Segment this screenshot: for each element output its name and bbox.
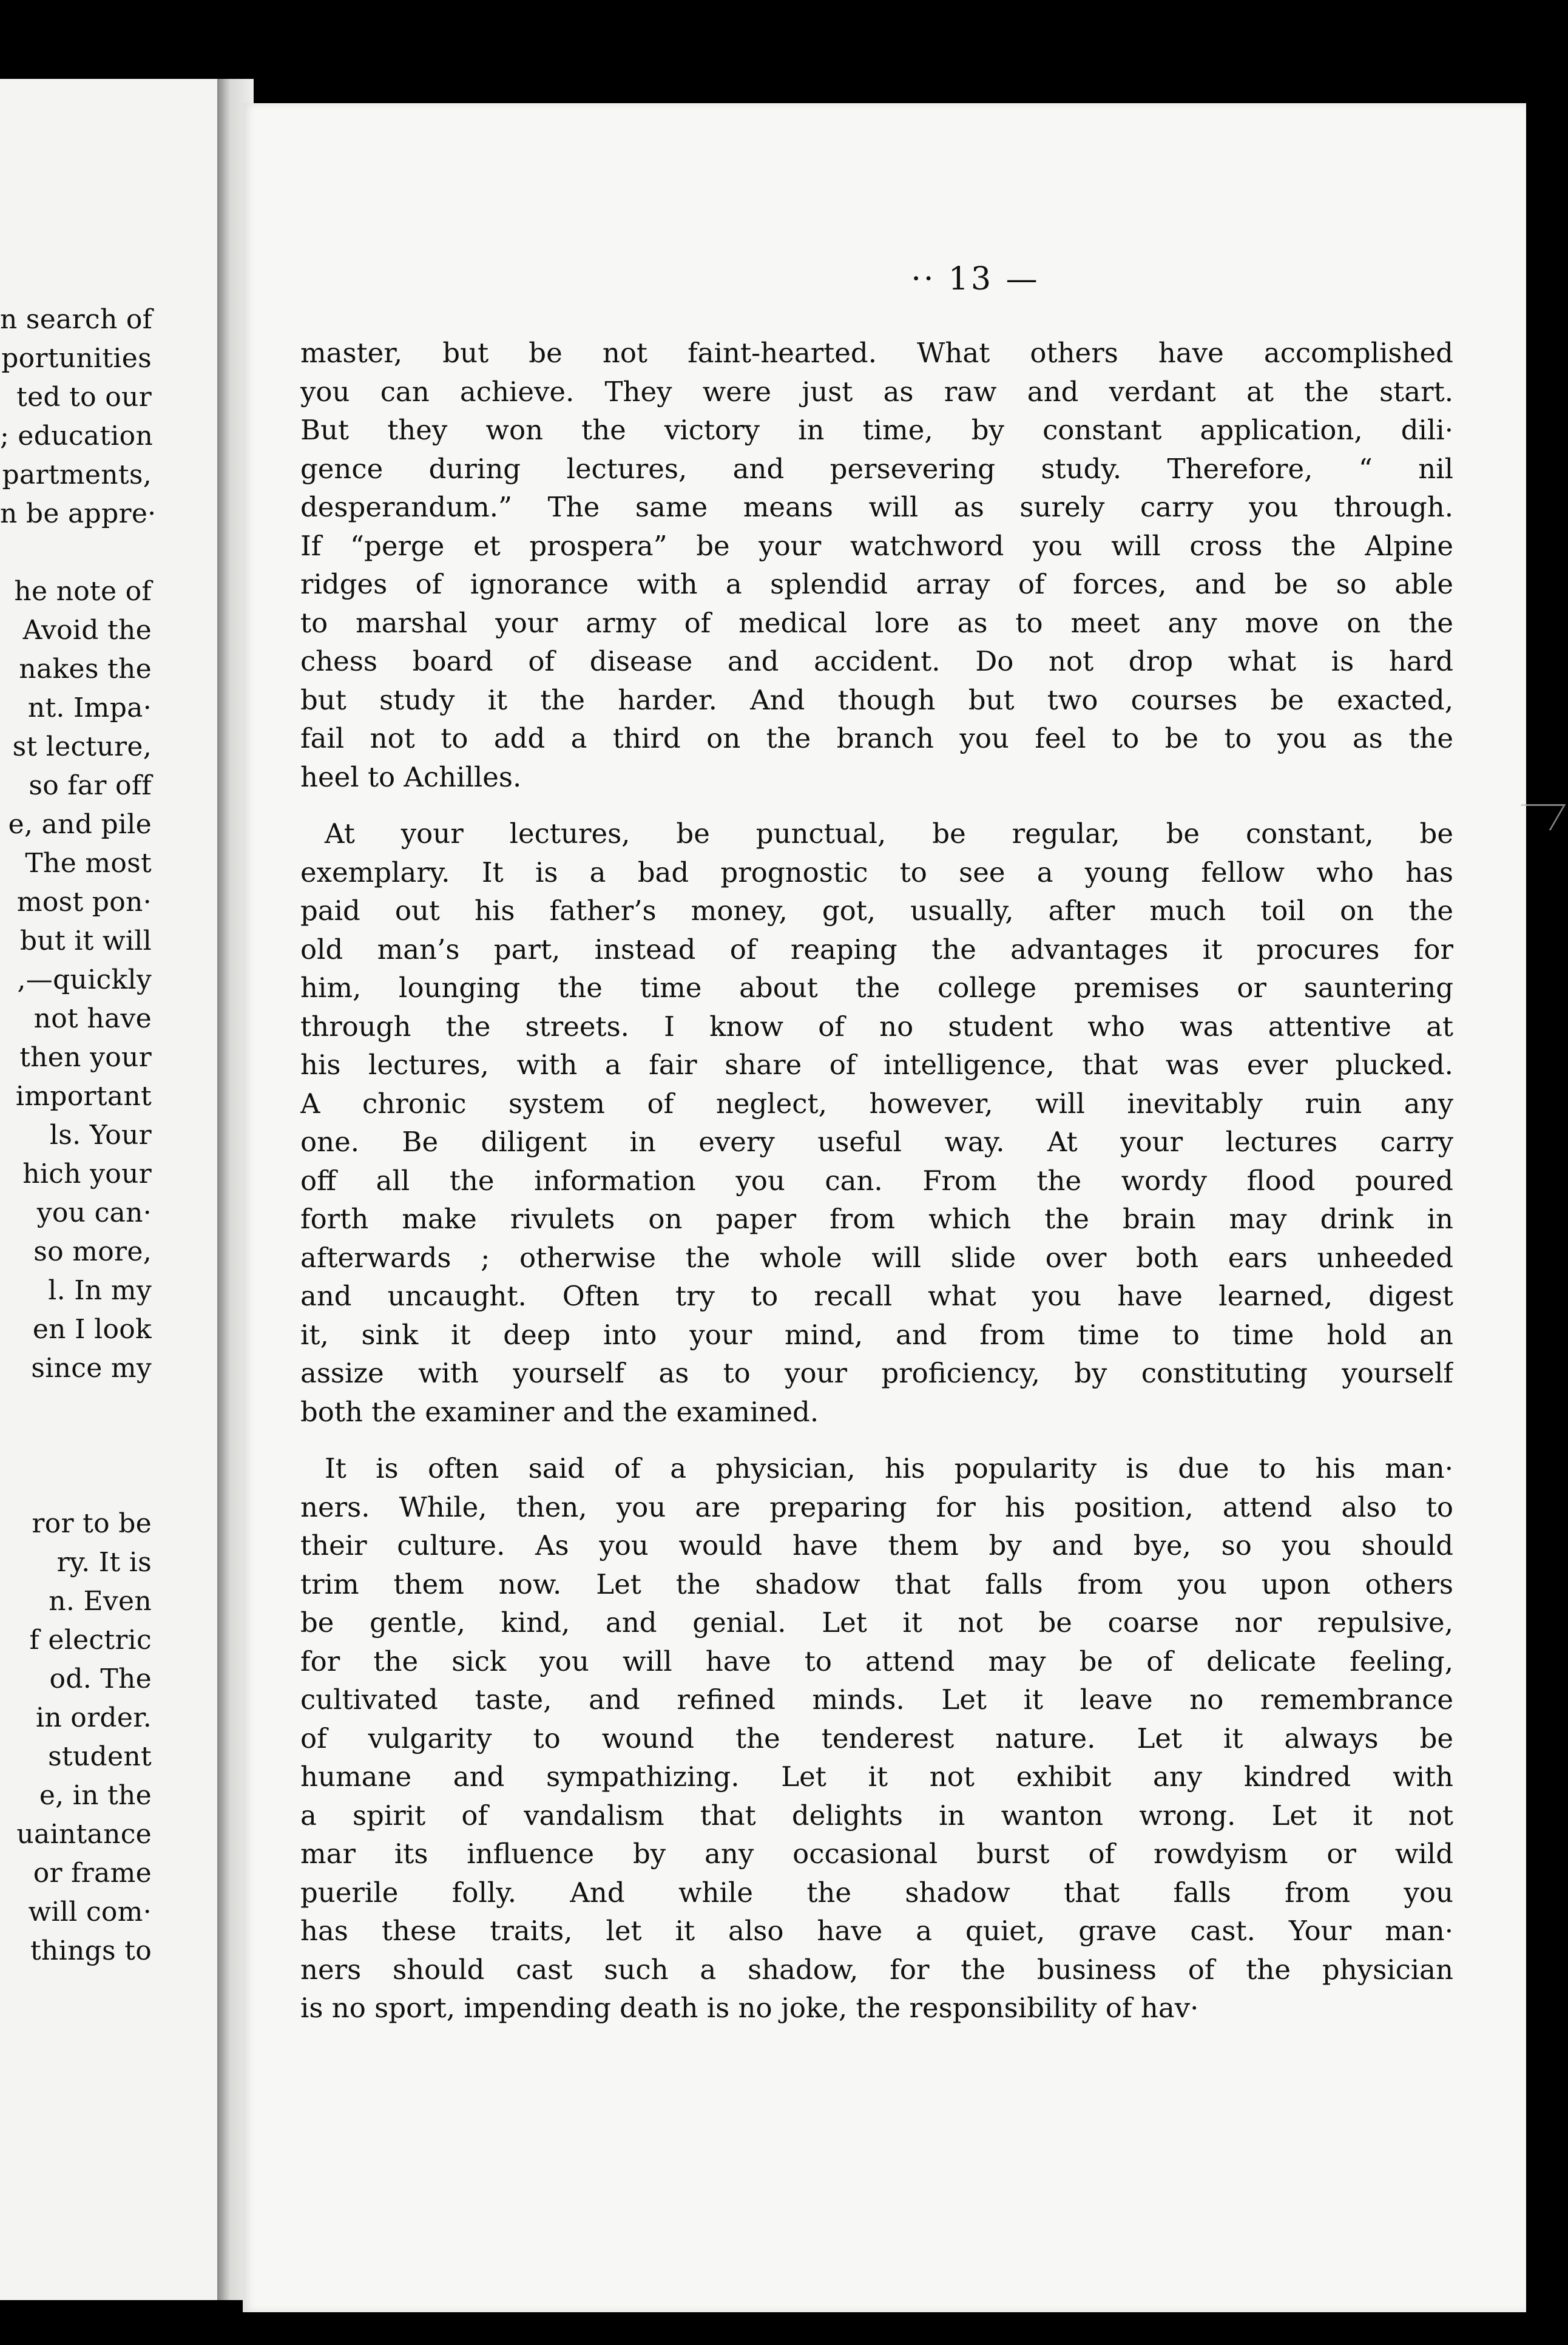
left-page-line: e, and pile xyxy=(8,809,152,840)
text-line: has these traits, let it also have a quiet, grave cast. Your man· xyxy=(300,1915,1453,1947)
text-line: of vulgarity to wound the tenderest nature. Let it always be xyxy=(300,1722,1453,1755)
right-page xyxy=(243,103,1526,2312)
text-line: a spirit of vandalism that delights in wanton wrong. Let it not xyxy=(300,1799,1453,1832)
text-line: but study it the harder. And though but two courses be exacted, xyxy=(300,683,1453,716)
left-page-line xyxy=(0,1466,152,1504)
text-line: desperandum.” The same means will as surely carry you through. xyxy=(300,491,1453,523)
text-line: afterwards ; otherwise the whole will slide over both ears unheeded xyxy=(300,1241,1453,1274)
paragraph xyxy=(300,814,1453,1431)
text-line: master, but be not faint-hearted. What others have accomplished xyxy=(300,337,1453,369)
left-page-line: but it will xyxy=(19,925,152,956)
text-line: ners. While, then, you are preparing for his position, attend also to xyxy=(300,1491,1453,1523)
text-line: his lectures, with a fair share of intelligence, that was ever plucked. xyxy=(300,1049,1453,1081)
left-page-line xyxy=(0,1388,152,1427)
left-page-fragment xyxy=(0,79,225,2300)
text-line: puerile folly. And while the shadow that falls from you xyxy=(300,1876,1453,1909)
left-page-line: The most xyxy=(25,848,152,879)
paragraph xyxy=(300,1449,1453,2028)
left-page-line: you can· xyxy=(36,1197,152,1228)
text-line: one. Be diligent in every useful way. At your lectures carry xyxy=(300,1126,1453,1158)
text-line: cultivated taste, and refined minds. Let it leave no remembrance xyxy=(300,1683,1453,1716)
left-page-line: partments, xyxy=(2,459,152,490)
left-page-line: so far off xyxy=(29,770,152,801)
page-number: ·· 13 — xyxy=(911,261,1040,297)
left-page-line: od. The xyxy=(49,1663,152,1694)
text-line: fail not to add a third on the branch you feel to be to you as the xyxy=(300,722,1453,754)
left-page-line: ; education xyxy=(0,421,154,452)
text-line: exemplary. It is a bad prognostic to see a young fellow who has xyxy=(300,856,1453,888)
text-line: paid out his father’s money, got, usually, after much toil on the xyxy=(300,895,1453,927)
text-line: and uncaught. Often try to recall what you have learned, digest xyxy=(300,1280,1453,1312)
paragraph xyxy=(300,334,1453,796)
text-line: It is often said of a physician, his popularity is due to his man· xyxy=(325,1452,1453,1484)
left-page-line: since my xyxy=(31,1353,152,1384)
body-text xyxy=(300,334,1453,2046)
left-page-line: ,—quickly xyxy=(17,964,152,995)
left-page-line: f electric xyxy=(29,1625,152,1656)
left-page-line xyxy=(0,533,152,572)
left-page-line: nakes the xyxy=(19,654,152,685)
text-line: you can achieve. They were just as raw and verdant at the start. xyxy=(300,375,1453,408)
left-page-line: things to xyxy=(30,1935,152,1966)
text-line: is no sport, impending death is no joke, the responsibility of hav· xyxy=(300,1992,1199,2024)
text-line: assize with yourself as to your proficiency, by constituting yourself xyxy=(300,1357,1453,1389)
left-page-line: nt. Impa· xyxy=(27,692,152,723)
left-page-line: or frame xyxy=(33,1858,152,1889)
text-line: If “perge et prospera” be your watchword you will cross the Alpine xyxy=(300,529,1453,562)
left-page-line: important xyxy=(15,1081,152,1112)
text-line: it, sink it deep into your mind, and from time to time hold an xyxy=(300,1318,1453,1351)
text-line: heel to Achilles. xyxy=(300,760,522,793)
text-line: mar its influence by any occasional burst of rowdyism or wild xyxy=(300,1838,1453,1870)
left-page-line: hich your xyxy=(22,1159,152,1189)
left-page-line: ry. It is xyxy=(56,1547,152,1578)
text-line: both the examiner and the examined. xyxy=(300,1395,819,1428)
text-line: off all the information you can. From the wordy flood poured xyxy=(300,1164,1453,1197)
text-line: trim them now. Let the shadow that falls from you upon others xyxy=(300,1568,1453,1600)
left-page-line: in order. xyxy=(35,1702,152,1733)
text-line: old man’s part, instead of reaping the advantages it procures for xyxy=(300,933,1453,966)
left-page-line: e, in the xyxy=(39,1780,152,1811)
text-line: chess board of disease and accident. Do not drop what is hard xyxy=(300,645,1453,677)
left-page-line: uaintance xyxy=(16,1819,152,1850)
text-line: But they won the victory in time, by constant application, dili· xyxy=(300,414,1453,446)
left-page-line: n search of xyxy=(0,304,153,335)
text-line: to marshal your army of medical lore as to meet any move on the xyxy=(300,606,1453,639)
left-page-line: student xyxy=(48,1741,152,1772)
left-page-line: Avoid the xyxy=(22,615,152,646)
text-line: gence during lectures, and persevering study. Therefore, “ nil xyxy=(300,452,1453,485)
left-page-line: ls. Your xyxy=(49,1120,152,1151)
text-line: ners should cast such a shadow, for the business of the physician xyxy=(300,1953,1453,1986)
text-line: forth make rivulets on paper from which the brain may drink in xyxy=(300,1203,1453,1235)
left-page-line: n. Even xyxy=(49,1586,152,1617)
text-line: A chronic system of neglect, however, will inevitably ruin any xyxy=(300,1087,1453,1120)
left-page-line: then your xyxy=(19,1042,152,1073)
left-page-text xyxy=(0,300,157,1971)
left-page-line: so more, xyxy=(33,1236,152,1267)
text-line: ridges of ignorance with a splendid array of forces, and be so able xyxy=(300,568,1453,600)
left-page-line: will com· xyxy=(28,1897,152,1927)
left-page-line: l. In my xyxy=(48,1275,152,1306)
left-page-line: ted to our xyxy=(16,382,152,413)
left-page-line: most pon· xyxy=(16,887,152,918)
text-line: At your lectures, be punctual, be regular, be constant, be xyxy=(325,817,1453,850)
left-page-line: ror to be xyxy=(32,1508,152,1539)
text-line: him, lounging the time about the college premises or sauntering xyxy=(300,972,1453,1004)
text-line: their culture. As you would have them by and bye, so you should xyxy=(300,1529,1453,1562)
left-page-line: st lecture, xyxy=(12,731,152,762)
text-line: through the streets. I know of no student who was attentive at xyxy=(300,1010,1453,1043)
left-page-line: n be appre· xyxy=(0,498,157,529)
text-line: for the sick you will have to attend may be of delicate feeling, xyxy=(300,1645,1453,1677)
left-page-line xyxy=(0,1427,152,1466)
left-page-line: he note of xyxy=(14,576,152,607)
left-page-line: portunities xyxy=(1,343,152,374)
left-page-line: not have xyxy=(33,1003,152,1034)
text-line: humane and sympathizing. Let it not exhibit any kindred with xyxy=(300,1761,1453,1793)
text-line: be gentle, kind, and genial. Let it not be coarse nor repulsive, xyxy=(300,1606,1453,1639)
left-page-line: en I look xyxy=(32,1314,152,1345)
